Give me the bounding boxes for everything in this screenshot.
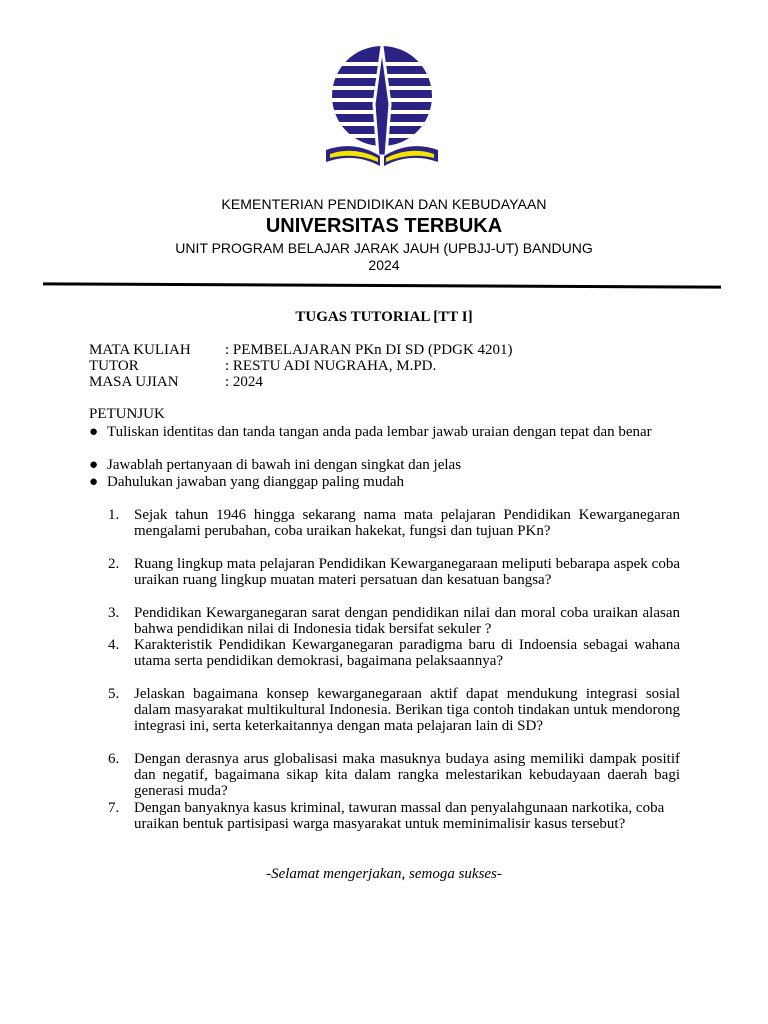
question-number: 3. [108,605,120,621]
instruction-text: Dahulukan jawaban yang dianggap paling mudah [107,474,404,490]
meta-value: : PEMBELAJARAN PKn DI SD (PDGK 4201) [225,342,513,358]
question-number: 6. [108,751,120,767]
document-title: TUGAS TUTORIAL [TT I] [295,309,473,325]
university-name: UNIVERSITAS TERBUKA [265,215,503,237]
ministry-name: KEMENTERIAN PENDIDIKAN DAN KEBUDAYAAN [221,196,547,212]
question-text: Pendidikan Kewarganegaran sarat dengan pendidikan nilai dan moral coba uraikan alasan bahwa pendidikan nilai di Indonesia tidak bersifat sekuler ? [134,605,680,637]
course-info [89,342,513,390]
question-number: 2. [108,556,120,572]
closing-message: -Selamat mengerjakan, semoga sukses- [266,866,502,882]
question-text: Sejak tahun 1946 hingga sekarang nama mata pelajaran Pendidikan Kewarganegaran mengalami perubahan, coba uraikan hakekat, fungsi dan tujuan PKn? [134,507,680,539]
question-number: 5. [108,686,120,702]
unit-name: UNIT PROGRAM BELAJAR JARAK JAUH (UPBJJ-UT) BANDUNG [175,240,593,256]
bullet-icon: ● [89,424,99,440]
meta-value: : 2024 [225,374,263,390]
universitas-terbuka-logo-icon [320,44,444,174]
question-text: Dengan banyaknya kasus kriminal, tawuran massal dan penyalahgunaan narkotika, coba uraikan bentuk partisipasi warga masyarakat untuk meminimalisir kasus tersebut? [134,800,665,832]
question-text: Ruang lingkup mata pelajaran Pendidikan Kewarganegaraan meliputi bebarapa aspek coba uraikan ruang lingkup muatan materi persatuan dan kesatuan bangsa? [134,556,680,588]
question-text: Jelaskan bagaimana konsep kewarganegaraan aktif dapat mendukung integrasi sosial dalam masyarakat multikultural Indonesia. Berikan tiga contoh tindakan untuk mendorong integrasi ini, serta keterkaitannya dengan mata pelajaran lain di SD? [134,686,680,734]
meta-row-tutor [89,358,513,374]
header-year: 2024 [368,257,400,273]
instructions-heading: PETUNJUK [89,406,165,422]
question-number: 7. [108,800,120,816]
question-number: 4. [108,637,120,653]
meta-label: MATA KULIAH [89,342,191,358]
meta-label: TUTOR [89,358,139,374]
instruction-text: Jawablah pertanyaan di bawah ini dengan singkat dan jelas [107,457,462,473]
meta-label: MASA UJIAN [89,374,179,390]
question-text: Dengan derasnya arus globalisasi maka masuknya budaya asing memiliki dampak positif dan negatif, bagaimana sikap kita dalam rangka melestarikan kebudayaan daerah bagi generasi muda? [134,751,680,799]
meta-value: : RESTU ADI NUGRAHA, M.PD. [225,358,437,374]
header-divider [43,282,721,288]
bullet-icon: ● [89,474,99,490]
bullet-icon: ● [89,457,99,473]
meta-row-course [89,342,513,358]
question-number: 1. [108,507,120,523]
meta-row-exam-period [89,374,513,390]
question-text: Karakteristik Pendidikan Kewarganegaran paradigma baru di Indoensia sebagai wahana utama serta pendidikan demokrasi, bagaimana pelaksaannya? [134,637,680,669]
instruction-text: Tuliskan identitas dan tanda tangan anda pada lembar jawab uraian dengan tepat dan benar [107,424,652,440]
